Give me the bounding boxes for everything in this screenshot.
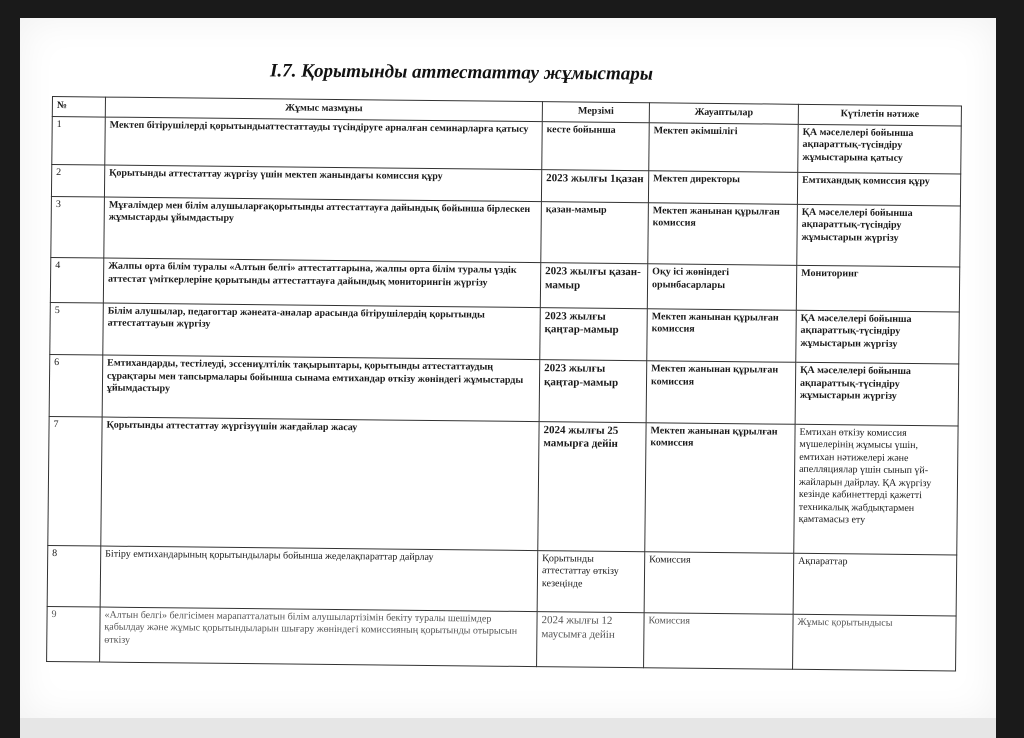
table-row [50,302,960,364]
row-date: қазан-мамыр [541,201,649,263]
row-responsible: Оқу ісі жөніндегі орынбасарлары [647,264,796,310]
row-responsible: Мектеп жанынан құрылған комиссия [645,422,795,553]
row-num: 6 [49,355,103,417]
row-num: 4 [50,258,103,303]
row-num: 1 [52,116,106,165]
row-responsible: Мектеп жанынан құрылған комиссия [648,203,798,266]
row-date: 2023 жылғы қазан-мамыр [540,263,647,309]
row-work: Емтихандарды, тестілеуді, эссениұлтілік тақырыптары, қорытынды аттестаттаудың сұрақтары мен тапсырмалары бойынша сынама емтихандар өткізу жөніндегі жұмыстарды ұйымдастыру [102,355,540,421]
row-responsible: Комиссия [644,551,794,614]
table-row [49,355,959,426]
page-bottom-edge [20,718,996,738]
row-work: Жалпы орта білім туралы «Алтын белгі» аттестаттарына, жалпы орта білім туралы үздік аттестат үміткерлеріне қорытынды аттестаттауға дайындық мониторингін жүргізу [103,258,540,307]
header-num: № [52,97,105,117]
row-result: ҚА мәселелері бойынша ақпараттық-түсіндіру жұмыстарын жүргізу [795,363,959,426]
row-date: 2024 жылғы 12 маусымға дейін [537,612,645,668]
row-result: Жұмыс қорытындысы [793,614,957,671]
row-num: 7 [48,416,102,546]
header-responsible: Жауаптылар [649,103,798,124]
row-date: 2024 жылғы 25 мамырға дейін [538,421,646,551]
row-work: Бітіру емтихандарының қорытындылары бойынша жеделақпараттар дайрлау [100,546,538,612]
row-work: Мектеп бітірушілерді қорытындыаттестаттауды түсіндіруге арналған семинарларға қатысу [105,117,542,170]
row-result: ҚА мәселелері бойынша ақпараттық-түсіндіру жұмыстарын жүргізу [796,310,960,365]
row-date: 2023 жылғы қаңтар-мамыр [540,307,648,361]
row-date: кесте бойынша [542,121,650,171]
row-responsible: Мектеп әкімшілігі [649,122,799,172]
row-result: Ақпараттар [793,553,957,616]
row-responsible: Комиссия [644,613,794,670]
row-work: Қорытынды аттестаттау жүргізу үшін мектеп жанындағы комиссия құру [104,165,541,201]
row-result: Емтихандық комиссия құру [797,172,960,205]
attestation-plan-table [46,96,962,671]
attestation-plan-table-wrapper [46,96,962,671]
section-title: І.7. Қорытынды аттестаттау жұмыстары [269,60,654,85]
row-responsible: Мектеп жанынан құрылған комиссия [646,361,796,424]
row-num: 5 [50,302,104,355]
row-responsible: Мектеп жанынан құрылған комиссия [647,308,797,362]
row-num: 2 [51,165,104,197]
row-result: Емтихан өткізу комиссия мүшелерінің жұмысы үшін, емтихан нәтижелері және апелляциялар үшін сынып үй-жайларын дайрлау. ҚА жүргізу кезінде кабинеттерді қажетті техникалық жабдықтармен қамтамасыз ету [794,424,958,555]
table-row [51,196,961,267]
table-row [47,545,957,616]
header-work: Жұмыс мазмұны [105,97,542,121]
table-row [47,606,957,671]
row-num: 9 [47,606,101,662]
row-date: Қорытынды аттестаттау өткізу кезеңінде [537,550,645,612]
header-date: Мерзімі [542,102,649,123]
row-work: Мұғалімдер мен білім алушыларғақорытынды аттестаттауға дайындық бойынша бірлескен жұмыстарды ұйымдастыру [104,197,542,263]
row-work: Білім алушылар, педагогтар жәнеата-аналар арасында бітірушілердің қорытынды аттестаттауын жүргізу [103,303,541,360]
row-responsible: Мектеп директоры [648,171,797,204]
row-date: 2023 жылғы қаңтар-мамыр [539,360,647,422]
row-result: ҚА мәселелері бойынша ақпараттық-түсіндіру жұмыстарын жүргізу [797,204,961,267]
row-result: ҚА мәселелері бойынша ақпараттық-түсіндіру жұмыстарына қатысу [798,124,962,174]
row-num: 8 [47,545,101,607]
row-num: 3 [51,196,105,258]
row-work: Қорытынды аттестаттау жүргізуүшін жағдайлар жасау [101,417,539,551]
row-date: 2023 жылғы 1қазан [541,170,648,203]
table-row [48,416,958,554]
header-result: Күтілетін нәтиже [798,104,961,125]
row-result: Мониторинг [796,265,959,311]
row-work: «Алтын белгі» белгісімен марапатталатын білім алушылартізімін бекіту туралы шешімдер қабылдау және жұмыс қорытындыларын шығару жөніндегі комиссияның қорытынды отырысын өткізу [100,607,538,667]
